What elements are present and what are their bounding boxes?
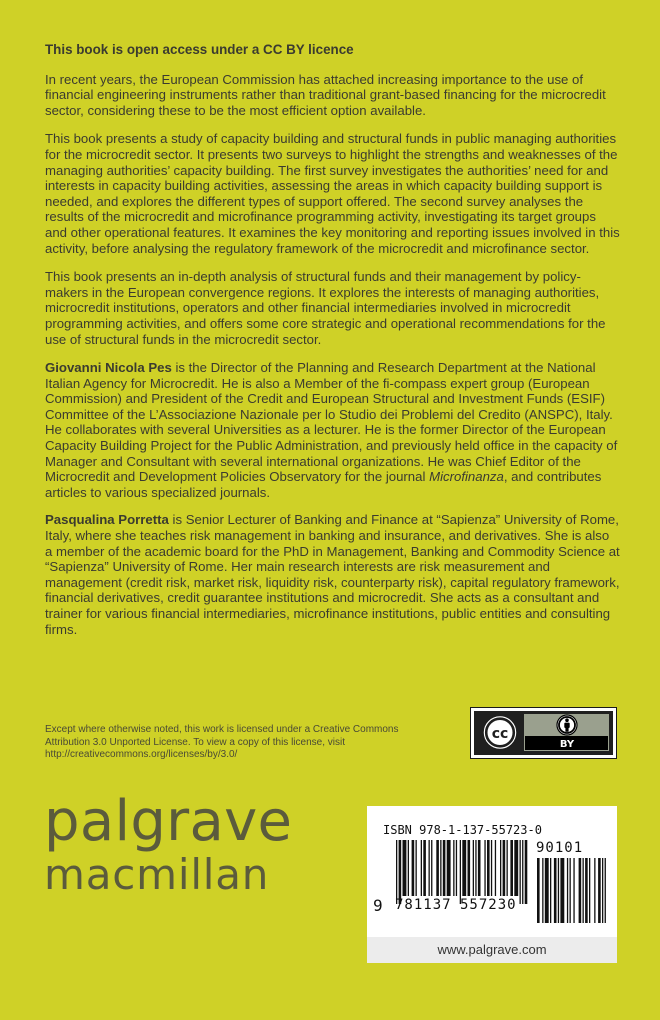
barcode-bar bbox=[412, 840, 415, 896]
barcode-addon-bar bbox=[560, 858, 564, 923]
barcode-bar bbox=[429, 840, 430, 896]
barcode-addon-bar bbox=[585, 858, 588, 923]
barcode-bar bbox=[453, 840, 454, 896]
open-access-heading: This book is open access under a CC BY licence bbox=[45, 42, 354, 57]
isbn-barcode bbox=[367, 806, 617, 963]
barcode-addon-bar bbox=[542, 858, 543, 923]
barcode-bar bbox=[514, 840, 518, 896]
barcode-addon-bar bbox=[579, 858, 582, 923]
barcode-bar bbox=[487, 840, 490, 896]
barcode-bar bbox=[456, 840, 457, 896]
barcode-bar bbox=[423, 840, 426, 896]
cc-icon-text: cc bbox=[491, 726, 509, 742]
barcode-addon-bar bbox=[602, 858, 603, 923]
author-name-pes: Giovanni Nicola Pes bbox=[45, 360, 172, 376]
barcode-bar bbox=[478, 840, 481, 896]
barcode-addon-bar bbox=[567, 858, 568, 923]
barcode-bar bbox=[443, 840, 446, 896]
barcode-addon-bar bbox=[605, 858, 606, 923]
author-bio-porretta bbox=[45, 512, 620, 637]
barcode-bar bbox=[403, 840, 407, 896]
barcode-addon-bar bbox=[545, 858, 549, 923]
barcode-bar bbox=[468, 840, 471, 896]
palgrave-macmillan-logo bbox=[44, 789, 293, 899]
barcode-first-digit: 9 bbox=[373, 896, 383, 915]
website-url: www.palgrave.com bbox=[367, 937, 617, 963]
back-cover-text bbox=[45, 42, 620, 649]
barcode-bar bbox=[396, 840, 397, 904]
barcode-addon-bar bbox=[594, 858, 595, 923]
barcode-bar bbox=[475, 840, 476, 896]
barcode-bar bbox=[447, 840, 451, 896]
barcode-bar bbox=[399, 840, 402, 904]
barcode-bar bbox=[503, 840, 506, 896]
barcode-addon-digits: 90101 bbox=[536, 840, 584, 856]
barcode-bar bbox=[484, 840, 485, 896]
barcode-addon-bar bbox=[598, 858, 601, 923]
author-name-porretta: Pasqualina Porretta bbox=[45, 512, 169, 528]
barcode-bar bbox=[473, 840, 474, 896]
study-paragraph: This book presents a study of capacity building and structural funds in public managing authorities for the microcredit sector. It presents two surveys to highlight the strengths and weaknesses of the managing authorities’ capacity building. The first survey investigates the authorities’ need for and interests in capacity building activities, assessing the areas in which capacity building support is needed, and explores the different types of support offered. The second survey analyses the results of the microcredit and microfinance programming activity, investigating its target groups and other operational features. It examines the key monitoring and reporting issues involved in this activity, before analysing the regulatory framework of the microcredit and microfinance sector. bbox=[45, 131, 620, 256]
logo-macmillan: macmillan bbox=[44, 850, 270, 899]
attribution-icon-body bbox=[564, 723, 569, 728]
barcode-bar bbox=[522, 840, 523, 904]
barcode-bar bbox=[440, 840, 441, 896]
barcode-bar bbox=[460, 840, 461, 904]
barcode-bar bbox=[408, 840, 409, 896]
cc-badge-panel bbox=[474, 711, 613, 755]
isbn-label: ISBN 978-1-137-55723-0 bbox=[383, 823, 542, 837]
barcode-bar bbox=[510, 840, 513, 896]
barcode-addon-bar bbox=[550, 858, 551, 923]
barcode-bar bbox=[495, 840, 496, 896]
barcode-addon-bar bbox=[554, 858, 557, 923]
barcode-bar bbox=[436, 840, 439, 896]
barcode-bar bbox=[421, 840, 422, 896]
cc-by-badge bbox=[470, 707, 617, 759]
barcode-bar bbox=[507, 840, 508, 896]
cc-badge-graphic bbox=[474, 711, 612, 754]
intro-paragraph: In recent years, the European Commission has attached increasing importance to the use of financial engineering instruments rather than traditional grant-based financing for the microcredit sector, considering these to be the most efficient option available. bbox=[45, 71, 606, 118]
journal-title: Microfinanza bbox=[429, 469, 504, 485]
attribution-icon-legs bbox=[565, 728, 568, 732]
author-bio-porretta-text: is Senior Lecturer of Banking and Finance at “Sapienza” University of Rome, Italy, where she teaches risk management in banking and insurance, and derivatives. She is also a member of the academic board for the PhD in Management, Banking and Commodity Science at “Sapienza” University of Rome. Her main research interests are risk measurement and management (credit risk, market risk, liquidity risk, counterparty risk), capital regulatory framework, financial derivatives, credit guarantee institutions and microcredit. She acts as a consultant and trainer for various financial intermediaries, microfinance institutions, public entities and consulting firms. bbox=[45, 512, 620, 637]
license-note: Except where otherwise noted, this work is licensed under a Creative Commons Attribution 3.0 Unported License. To view a copy of this license, visit http://creativecommons.org/licenses/by/3.0/ bbox=[45, 724, 399, 760]
barcode-right-digits: 557230 bbox=[460, 897, 517, 913]
author-bio-pes-end: , and contributes articles to various specialized journals. bbox=[45, 469, 602, 500]
barcode-addon-bar bbox=[570, 858, 571, 923]
barcode-bar bbox=[416, 840, 417, 896]
barcode-bar bbox=[520, 840, 521, 904]
barcode-addon-bar bbox=[589, 858, 590, 923]
author-bio-pes-text: is the Director of the Planning and Research Department at the National Italian Agency for Microcredit. He is also a Member of the fi-compass expert group (European Commission) and President of the Credit and European Structural and Investment Funds (ESIF) Committee of the L’Associazione Nazionale per lo Studio dei Problemi del Credito (ANSPC), Italy. He collaborates with several Universities as a lecturer. He is the former Director of the European Capacity Building Project for the Public Administration, and previously held office in the capacity of Manager and Consultant with several international organizations. He was Chief Editor of the Microcredit and Development Policies Observatory for the journal bbox=[45, 360, 618, 485]
by-text: BY bbox=[559, 739, 575, 750]
barcode-addon-bar bbox=[558, 858, 559, 923]
analysis-paragraph: This book presents an in-depth analysis of structural funds and their management by policy-makers in the European convergence regions. It explores the interests of managing authorities, microcredit institutions, operators and other financial intermediaries involved in microcredit programming activities, and offers some core strategic and operational recommendations for the use of structural funds in the microcredit sector. bbox=[45, 269, 606, 347]
barcode-bar bbox=[500, 840, 501, 896]
barcode-addon-bar bbox=[583, 858, 584, 923]
barcode-bar bbox=[491, 840, 492, 896]
author-bio-pes bbox=[45, 360, 620, 500]
barcode-addon-bar bbox=[537, 858, 540, 923]
barcode-bar bbox=[431, 840, 432, 896]
logo-palgrave: palgrave bbox=[44, 789, 293, 854]
barcode-left-digits: 781137 bbox=[395, 897, 452, 913]
attribution-icon-head bbox=[565, 718, 569, 722]
barcode-bar bbox=[462, 840, 466, 896]
barcode-bar bbox=[525, 840, 528, 904]
barcode-addon-bar bbox=[573, 858, 574, 923]
